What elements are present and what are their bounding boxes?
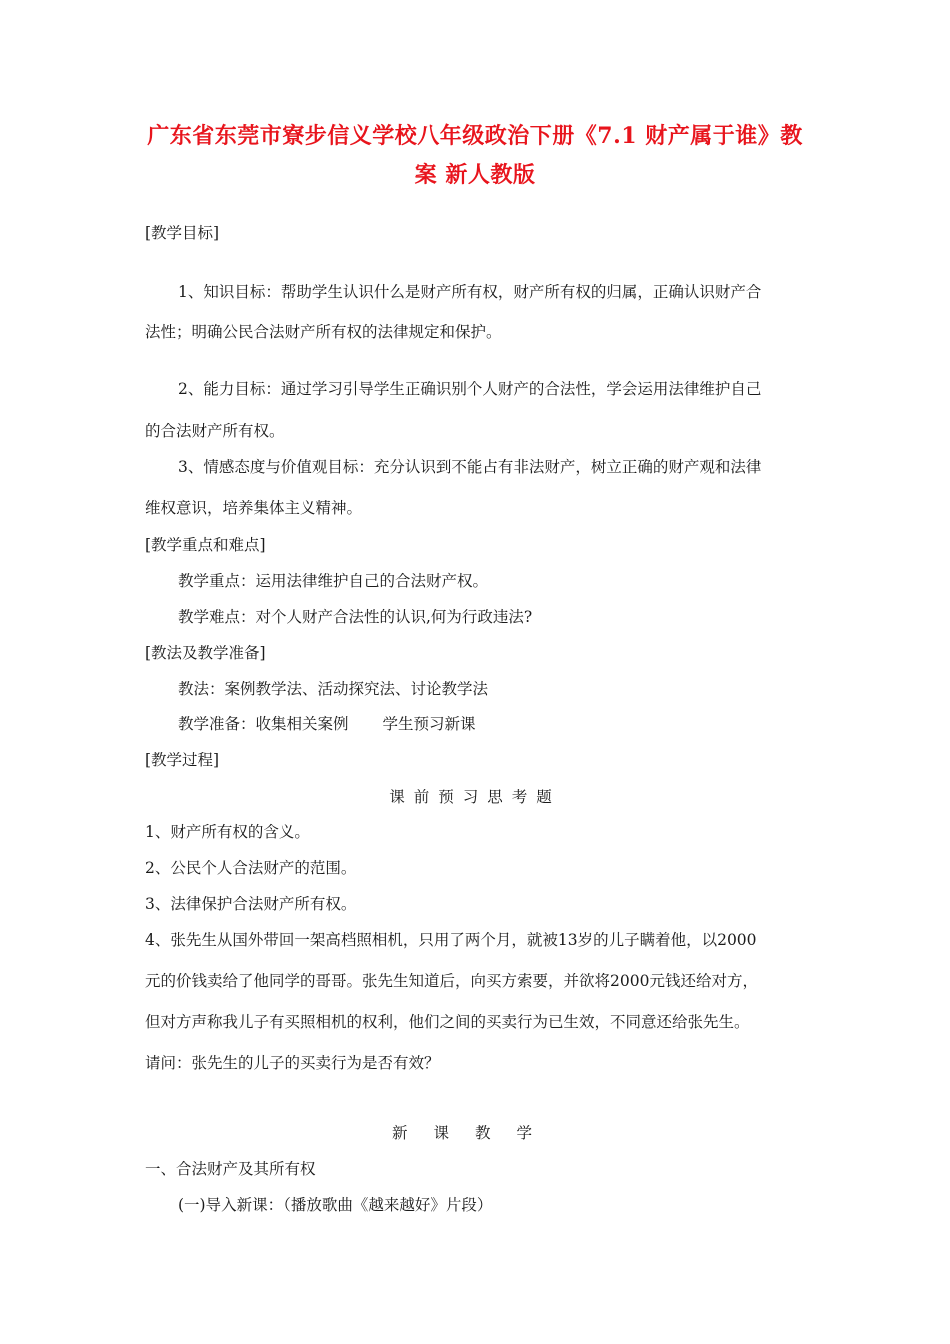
objective-2-line1: 2、能力目标：通过学习引导学生正确识别个人财产的合法性，学会运用法律维护自己 xyxy=(178,380,762,398)
teaching-preparation-b: 学生预习新课 xyxy=(382,715,476,733)
keypoints-heading: [教学重点和难点] xyxy=(145,536,266,554)
preview-question-4-line1: 4、张先生从国外带回一架高档照相机，只用了两个月，就被13岁的儿子瞒着他，以2000 xyxy=(145,931,757,949)
preview-question-1: 1、财产所有权的含义。 xyxy=(145,823,310,841)
process-heading: [教学过程] xyxy=(145,751,220,769)
methods-heading: [教法及教学准备] xyxy=(145,644,266,662)
teaching-preparation-a: 教学准备：收集相关案例 xyxy=(178,715,349,733)
part-1-subsection-1: (一)导入新课：（播放歌曲《越来越好》片段） xyxy=(178,1196,493,1214)
preview-question-3: 3、法律保护合法财产所有权。 xyxy=(145,895,357,913)
objective-1-line2: 法性；明确公民合法财产所有权的法律规定和保护。 xyxy=(145,323,502,341)
objectives-heading: [教学目标] xyxy=(145,224,220,242)
new-lesson-heading: 新课教学 xyxy=(391,1124,558,1142)
teaching-preparation xyxy=(178,713,476,735)
preview-question-4-line3: 但对方声称我儿子有买照相机的权利，他们之间的买卖行为已生效，不同意还给张先生。 xyxy=(145,1013,750,1031)
preview-question-4-line2: 元的价钱卖给了他同学的哥哥。张先生知道后，向买方索要，并欲将2000元钱还给对方， xyxy=(145,972,758,990)
objective-3-line1: 3、情感态度与价值观目标：充分认识到不能占有非法财产，树立正确的财产观和法律 xyxy=(178,458,762,476)
teaching-keypoint: 教学重点：运用法律维护自己的合法财产权。 xyxy=(178,572,489,590)
part-1-heading: 一、合法财产及其所有权 xyxy=(145,1160,316,1178)
teaching-methods: 教法：案例教学法、活动探究法、讨论教学法 xyxy=(178,680,489,698)
preview-question-4-line4: 请问：张先生的儿子的买卖行为是否有效？ xyxy=(145,1054,440,1072)
teaching-difficulty: 教学难点：对个人财产合法性的认识,何为行政违法? xyxy=(178,608,533,626)
objective-2-line2: 的合法财产所有权。 xyxy=(145,422,285,440)
document-title-line2: 案 新人教版 xyxy=(414,162,536,188)
preview-heading: 课前预习思考题 xyxy=(389,788,561,806)
document-title-line1: 广东省东莞市寮步信义学校八年级政治下册《7.1 财产属于谁》教 xyxy=(147,123,803,149)
objective-1-line1: 1、知识目标：帮助学生认识什么是财产所有权，财产所有权的归属，正确认识财产合 xyxy=(178,283,762,301)
objective-3-line2: 维权意识，培养集体主义精神。 xyxy=(145,499,363,517)
preview-question-2: 2、公民个人合法财产的范围。 xyxy=(145,859,357,877)
